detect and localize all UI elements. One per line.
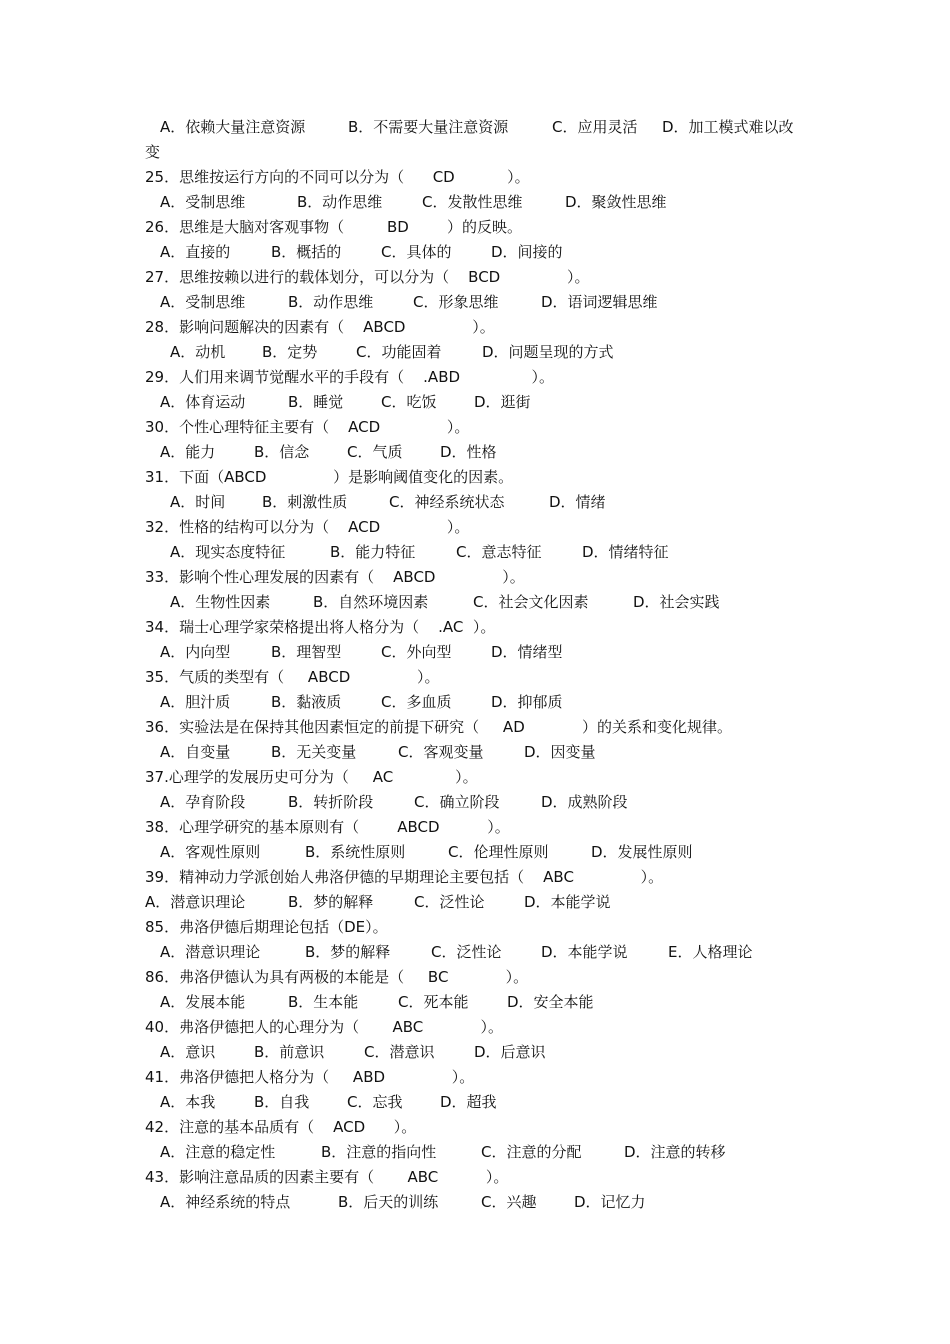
- question-line: [0, 415, 950, 440]
- option-item: B．自然环境因素: [313, 593, 429, 611]
- option-item: B．前意识: [254, 1043, 325, 1061]
- option-item: B．信念: [254, 443, 310, 461]
- option-item: D．间接的: [491, 243, 563, 261]
- option-item: D．情绪: [549, 493, 606, 511]
- question-line: [0, 665, 950, 690]
- options-row: [0, 540, 950, 565]
- option-item: B．后天的训练: [338, 1193, 439, 1211]
- option-item: A．本我: [160, 1093, 216, 1111]
- option-item: B．黏液质: [271, 693, 342, 711]
- option-item: B．梦的解释: [305, 943, 391, 961]
- question-text: 85．弗洛伊德后期理论包括（DE）。: [145, 918, 388, 936]
- option-item: C．多血质: [381, 693, 452, 711]
- options-row: [0, 840, 950, 865]
- option-item: D．本能学说: [541, 943, 628, 961]
- option-item: E．人格理论: [668, 943, 753, 961]
- option-item: A．动机: [170, 343, 226, 361]
- option-item: A．时间: [170, 493, 226, 511]
- option-item: C．伦理性原则: [448, 843, 549, 861]
- option-item: B．理智型: [271, 643, 342, 661]
- options-row: [0, 340, 950, 365]
- option-item: D．后意识: [474, 1043, 546, 1061]
- option-item: C．注意的分配: [481, 1143, 582, 1161]
- options-row: [0, 290, 950, 315]
- option-item: A．体育运动: [160, 393, 246, 411]
- option-item: A．依赖大量注意资源: [160, 118, 306, 136]
- question-text: 26．思维是大脑对客观事物（ BD ）的反映。: [145, 218, 522, 236]
- question-line: [0, 165, 950, 190]
- option-item: A．发展本能: [160, 993, 246, 1011]
- question-text: 39．精神动力学派创始人弗洛伊德的早期理论主要包括（ ABC ）。: [145, 868, 664, 886]
- question-text: 30．个性心理特征主要有（ ACD ）。: [145, 418, 470, 436]
- options-row: [0, 1040, 950, 1065]
- question-text: 31．下面（ABCD ）是影响阈值变化的因素。: [145, 468, 514, 486]
- option-item: B．自我: [254, 1093, 310, 1111]
- option-item: A．生物性因素: [170, 593, 271, 611]
- question-line: [0, 265, 950, 290]
- option-item: A．意识: [160, 1043, 216, 1061]
- option-item: C．发散性思维: [422, 193, 523, 211]
- option-item: D．问题呈现的方式: [482, 343, 614, 361]
- options-row: [0, 590, 950, 615]
- option-item: A．客观性原则: [160, 843, 261, 861]
- option-item: C．应用灵活: [552, 118, 638, 136]
- question-line: [0, 1165, 950, 1190]
- question-line: [0, 1065, 950, 1090]
- option-item: B．梦的解释: [288, 893, 374, 911]
- option-item: A．现实态度特征: [170, 543, 286, 561]
- option-item: A．内向型: [160, 643, 231, 661]
- option-item: C．兴趣: [481, 1193, 537, 1211]
- option-item: A．受制思维: [160, 193, 246, 211]
- option-item: A．胆汁质: [160, 693, 231, 711]
- options-row: [0, 240, 950, 265]
- option-item: A．直接的: [160, 243, 231, 261]
- option-item: C．外向型: [381, 643, 452, 661]
- options-row: [0, 190, 950, 215]
- options-row: [0, 490, 950, 515]
- option-item: A．自变量: [160, 743, 231, 761]
- option-item: D．逛街: [474, 393, 531, 411]
- option-item: C．具体的: [381, 243, 452, 261]
- option-item: D．抑郁质: [491, 693, 563, 711]
- option-item: C．忘我: [347, 1093, 403, 1111]
- option-item: C．神经系统状态: [389, 493, 505, 511]
- option-item: C．吃饭: [381, 393, 437, 411]
- option-item: B．定势: [262, 343, 318, 361]
- option-item: C．气质: [347, 443, 403, 461]
- question-text: 43．影响注意品质的因素主要有（ ABC ）。: [145, 1168, 509, 1186]
- options-row: [0, 690, 950, 715]
- question-line: [0, 765, 950, 790]
- options-row: [0, 790, 950, 815]
- question-line: [0, 865, 950, 890]
- option-item: B．注意的指向性: [321, 1143, 437, 1161]
- option-item: C．泛性论: [414, 893, 485, 911]
- option-item: C．形象思维: [413, 293, 499, 311]
- option-item: D．本能学说: [524, 893, 611, 911]
- question-text: 36．实验法是在保持其他因素恒定的前提下研究（ AD ）的关系和变化规律。: [145, 718, 732, 736]
- question-text: 33．影响个性心理发展的因素有（ ABCD ）。: [145, 568, 525, 586]
- option-item: D．注意的转移: [624, 1143, 726, 1161]
- option-item: D．情绪型: [491, 643, 563, 661]
- question-text: 29．人们用来调节觉醒水平的手段有（ .ABD ）。: [145, 368, 555, 386]
- option-item: B．无关变量: [271, 743, 357, 761]
- option-item: B．概括的: [271, 243, 342, 261]
- option-item: D．加工模式难以改: [662, 118, 794, 136]
- option-item: D．情绪特征: [582, 543, 669, 561]
- option-item: D．社会实践: [633, 593, 720, 611]
- question-text: 25．思维按运行方向的不同可以分为（ CD ）。: [145, 168, 530, 186]
- option-item: C．确立阶段: [414, 793, 500, 811]
- option-item: D．成熟阶段: [541, 793, 628, 811]
- question-line: [0, 815, 950, 840]
- option-item: D．发展性原则: [591, 843, 693, 861]
- option-item: D．聚敛性思维: [565, 193, 667, 211]
- option-item: D．安全本能: [507, 993, 594, 1011]
- question-line: [0, 315, 950, 340]
- question-text: 40．弗洛伊德把人的心理分为（ ABC ）。: [145, 1018, 503, 1036]
- question-text: 86．弗洛伊德认为具有两极的本能是（ BC ）。: [145, 968, 529, 986]
- option-item: B．生本能: [288, 993, 359, 1011]
- question-text: 34．瑞士心理学家荣格提出将人格分为（ .AC ）。: [145, 618, 496, 636]
- option-item: B．动作思维: [288, 293, 374, 311]
- option-item: B．转折阶段: [288, 793, 374, 811]
- option-item: B．刺激性质: [262, 493, 348, 511]
- option-item: C．社会文化因素: [473, 593, 589, 611]
- options-row: [0, 640, 950, 665]
- option-item: B．睡觉: [288, 393, 344, 411]
- option-item: D．记忆力: [574, 1193, 646, 1211]
- option-item: C．潜意识: [364, 1043, 435, 1061]
- option-item: C．客观变量: [398, 743, 484, 761]
- options-row: [0, 990, 950, 1015]
- option-item: A．神经系统的特点: [160, 1193, 291, 1211]
- options-row: [0, 1140, 950, 1165]
- option-item: B．系统性原则: [305, 843, 406, 861]
- question-line: [0, 1015, 950, 1040]
- option-item: A．潜意识理论: [160, 943, 261, 961]
- options-row: [0, 890, 950, 915]
- options-row: [0, 740, 950, 765]
- options-row: [0, 440, 950, 465]
- question-line: [0, 965, 950, 990]
- option-item: B．动作思维: [297, 193, 383, 211]
- question-line: [0, 565, 950, 590]
- wrapped-text: 变: [145, 143, 161, 161]
- question-text: 37.心理学的发展历史可分为（ AC ）。: [145, 768, 478, 786]
- option-item: C．泛性论: [431, 943, 502, 961]
- question-line: [0, 465, 950, 490]
- options-row: [0, 1090, 950, 1115]
- question-line: [0, 915, 950, 940]
- option-item: C．意志特征: [456, 543, 542, 561]
- option-item: B．能力特征: [330, 543, 416, 561]
- option-item: D．语词逻辑思维: [541, 293, 658, 311]
- option-item: A．注意的稳定性: [160, 1143, 276, 1161]
- question-line: [0, 215, 950, 240]
- question-text: 28．影响问题解决的因素有（ ABCD ）。: [145, 318, 495, 336]
- question-text: 41．弗洛伊德把人格分为（ ABD ）。: [145, 1068, 475, 1086]
- question-text: 35．气质的类型有（ ABCD ）。: [145, 668, 440, 686]
- options-row: [0, 115, 950, 140]
- question-line: [0, 515, 950, 540]
- question-text: 32．性格的结构可以分为（ ACD ）。: [145, 518, 470, 536]
- question-text: 42．注意的基本品质有（ ACD ）。: [145, 1118, 417, 1136]
- option-item: A．受制思维: [160, 293, 246, 311]
- options-row: [0, 1190, 950, 1215]
- option-item: A．潜意识理论: [145, 893, 246, 911]
- continuation-text: [0, 140, 950, 165]
- option-item: C．死本能: [398, 993, 469, 1011]
- question-line: [0, 715, 950, 740]
- question-text: 27．思维按赖以进行的载体划分，可以分为（ BCD ）。: [145, 268, 590, 286]
- question-line: [0, 1115, 950, 1140]
- question-line: [0, 365, 950, 390]
- option-item: D．超我: [440, 1093, 497, 1111]
- option-item: A．孕育阶段: [160, 793, 246, 811]
- question-line: [0, 615, 950, 640]
- option-item: D．性格: [440, 443, 497, 461]
- question-text: 38．心理学研究的基本原则有（ ABCD ）。: [145, 818, 510, 836]
- option-item: D．因变量: [524, 743, 596, 761]
- options-row: [0, 390, 950, 415]
- options-row: [0, 940, 950, 965]
- option-item: A．能力: [160, 443, 216, 461]
- option-item: B．不需要大量注意资源: [348, 118, 509, 136]
- option-item: C．功能固着: [356, 343, 442, 361]
